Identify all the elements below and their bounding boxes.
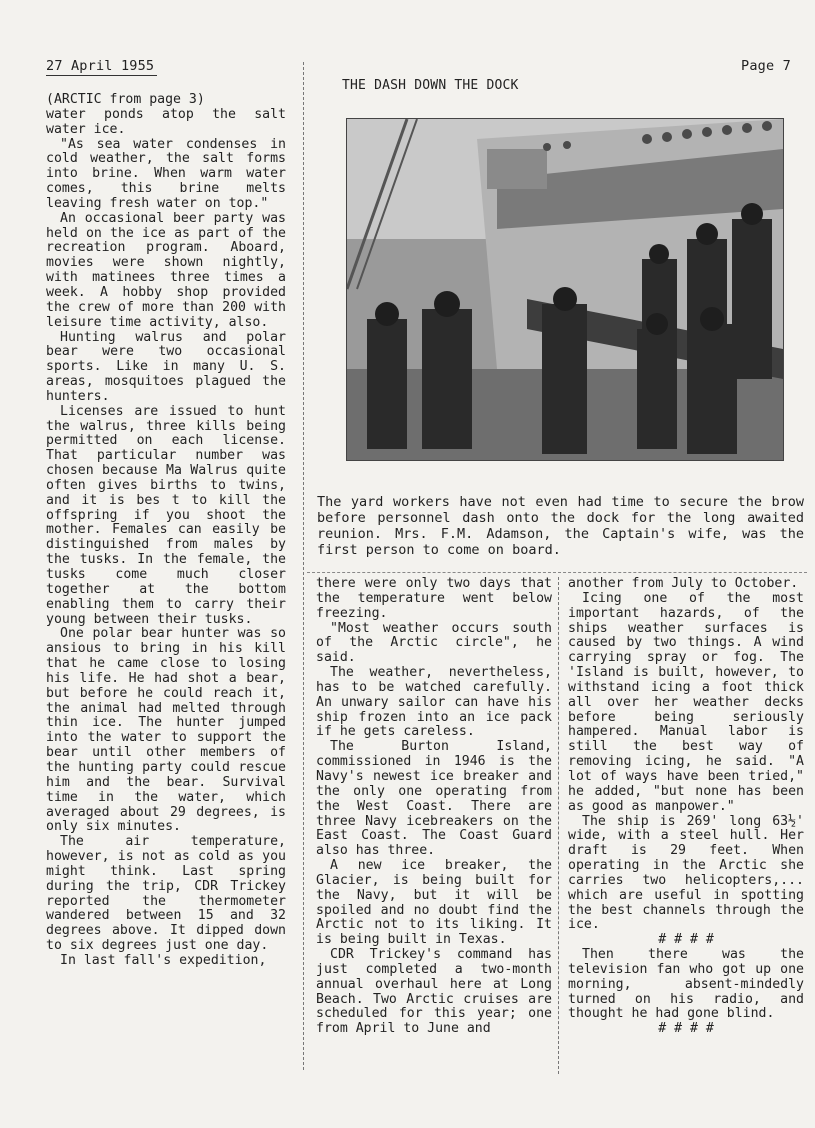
issue-date: 27 April 1955 bbox=[46, 58, 155, 74]
photo-title: THE DASH DOWN THE DOCK bbox=[342, 78, 519, 93]
paragraph: "As sea water condenses in cold weather, the salt forms into brine. When warm water comes, this brine melts leaving fresh water on top." bbox=[46, 136, 286, 211]
paragraph: Then there was the television fan who got up one morning, absent-mindedly turned on his radio, and thought he had gone blind. bbox=[568, 947, 804, 1022]
paragraph: In last fall's expedition, bbox=[60, 952, 267, 968]
paragraph: A new ice breaker, the Glacier, is being built for the Navy, but it will be spoiled and no doubt find the Arctic not to its liking. It is being built in Texas. bbox=[316, 858, 552, 948]
left-column bbox=[46, 93, 286, 1083]
continuation-note: (ARCTIC from page 3) bbox=[46, 93, 205, 107]
paragraph: there were only two days that the temperature went below freezing. bbox=[316, 577, 552, 621]
header-underline bbox=[46, 75, 157, 76]
column-divider bbox=[558, 577, 559, 1074]
column-divider bbox=[303, 62, 304, 1070]
paragraph: Icing one of the most important hazards, of the ships weather surfaces is caused by two things. A wind carrying spray or fog. The 'Island is built, however, to withstand icing a foot thick all over her weather decks before being seriously hampered. Manual labor is still the best way of removing icing, he said. "A lot of ways have been tried," he added, "but none has been as good as manpower." bbox=[568, 590, 804, 814]
paragraph: CDR Trickey's command has just completed a two-month annual overhaul here at Long Beach. Two Arctic cruises are scheduled for this year; one from April to June and bbox=[316, 947, 552, 1037]
paragraph: The air temperature, however, is not as cold as you might think. Last spring during the trip, CDR Trickey reported the thermometer wandered between 15 and 32 degrees above. It dipped down to six degrees just one day. bbox=[46, 834, 286, 954]
paragraph: another from July to October. bbox=[568, 577, 799, 591]
photo-caption: The yard workers have not even had time to secure the brow before personnel dash onto the dock for the long awaited reunion. Mrs. F.M. Adamson, the Captain's wife, was the first person to come on board. bbox=[317, 494, 804, 558]
section-divider bbox=[307, 572, 807, 573]
section-separator: # # # # bbox=[658, 1021, 714, 1037]
paragraph: Hunting walrus and polar bear were two occasional sports. Like in many U. S. areas, mosquitoes plagued the hunters. bbox=[46, 329, 286, 404]
paragraph: The Burton Island, commissioned in 1946 is the Navy's newest ice breaker and the only one operating from the West Coast. There are three Navy icebreakers on the East Coast. The Coast Guard also has three. bbox=[316, 739, 552, 859]
page-number: Page 7 bbox=[741, 58, 791, 74]
paragraph: "Most weather occurs south of the Arctic circle", he said. bbox=[316, 620, 552, 666]
paragraph: One polar bear hunter was so ansious to bring in his kill that he came close to losing his life. He had shot a bear, but before he could reach it, the animal had melted through thin ice. The hunter jumped into the water to support the bear until other members of the hunting party could rescue him and the bear. Survival time in the water, which averaged about 29 degrees, is only six minutes. bbox=[46, 626, 286, 835]
section-separator: # # # # bbox=[658, 932, 714, 948]
right-column bbox=[568, 577, 804, 1077]
middle-column bbox=[316, 577, 552, 1077]
paragraph: The ship is 269' long 63½' wide, with a steel hull. Her draft is 29 feet. When operating in the Arctic she carries two helicopters,... which are useful in spotting the best channels through the ice. bbox=[568, 813, 804, 933]
paragraph: Licenses are issued to hunt the walrus, three kills being permitted on each license. That particular number was chosen because Ma Walrus quite often gives births to twins, and it is bes t to kill the offspring if you shoot the mother. Females can easily be distinguished from males by the tusks. In the female, the tusks come much closer together at the bottom enabling them to carry their young between their tusks. bbox=[46, 403, 286, 627]
paragraph: The weather, nevertheless, has to be watched carefully. An unwary sailor can have his ship frozen into an ice pack if he gets careless. bbox=[316, 665, 552, 740]
dock-photo bbox=[346, 118, 784, 461]
paragraph: An occasional beer party was held on the ice as part of the recreation program. Aboard, movies were shown nightly, with matinees three times a week. A hobby shop provided the crew of more than 200 with leisure time activity, also. bbox=[46, 210, 286, 330]
paragraph: water ponds atop the salt water ice. bbox=[46, 106, 286, 137]
